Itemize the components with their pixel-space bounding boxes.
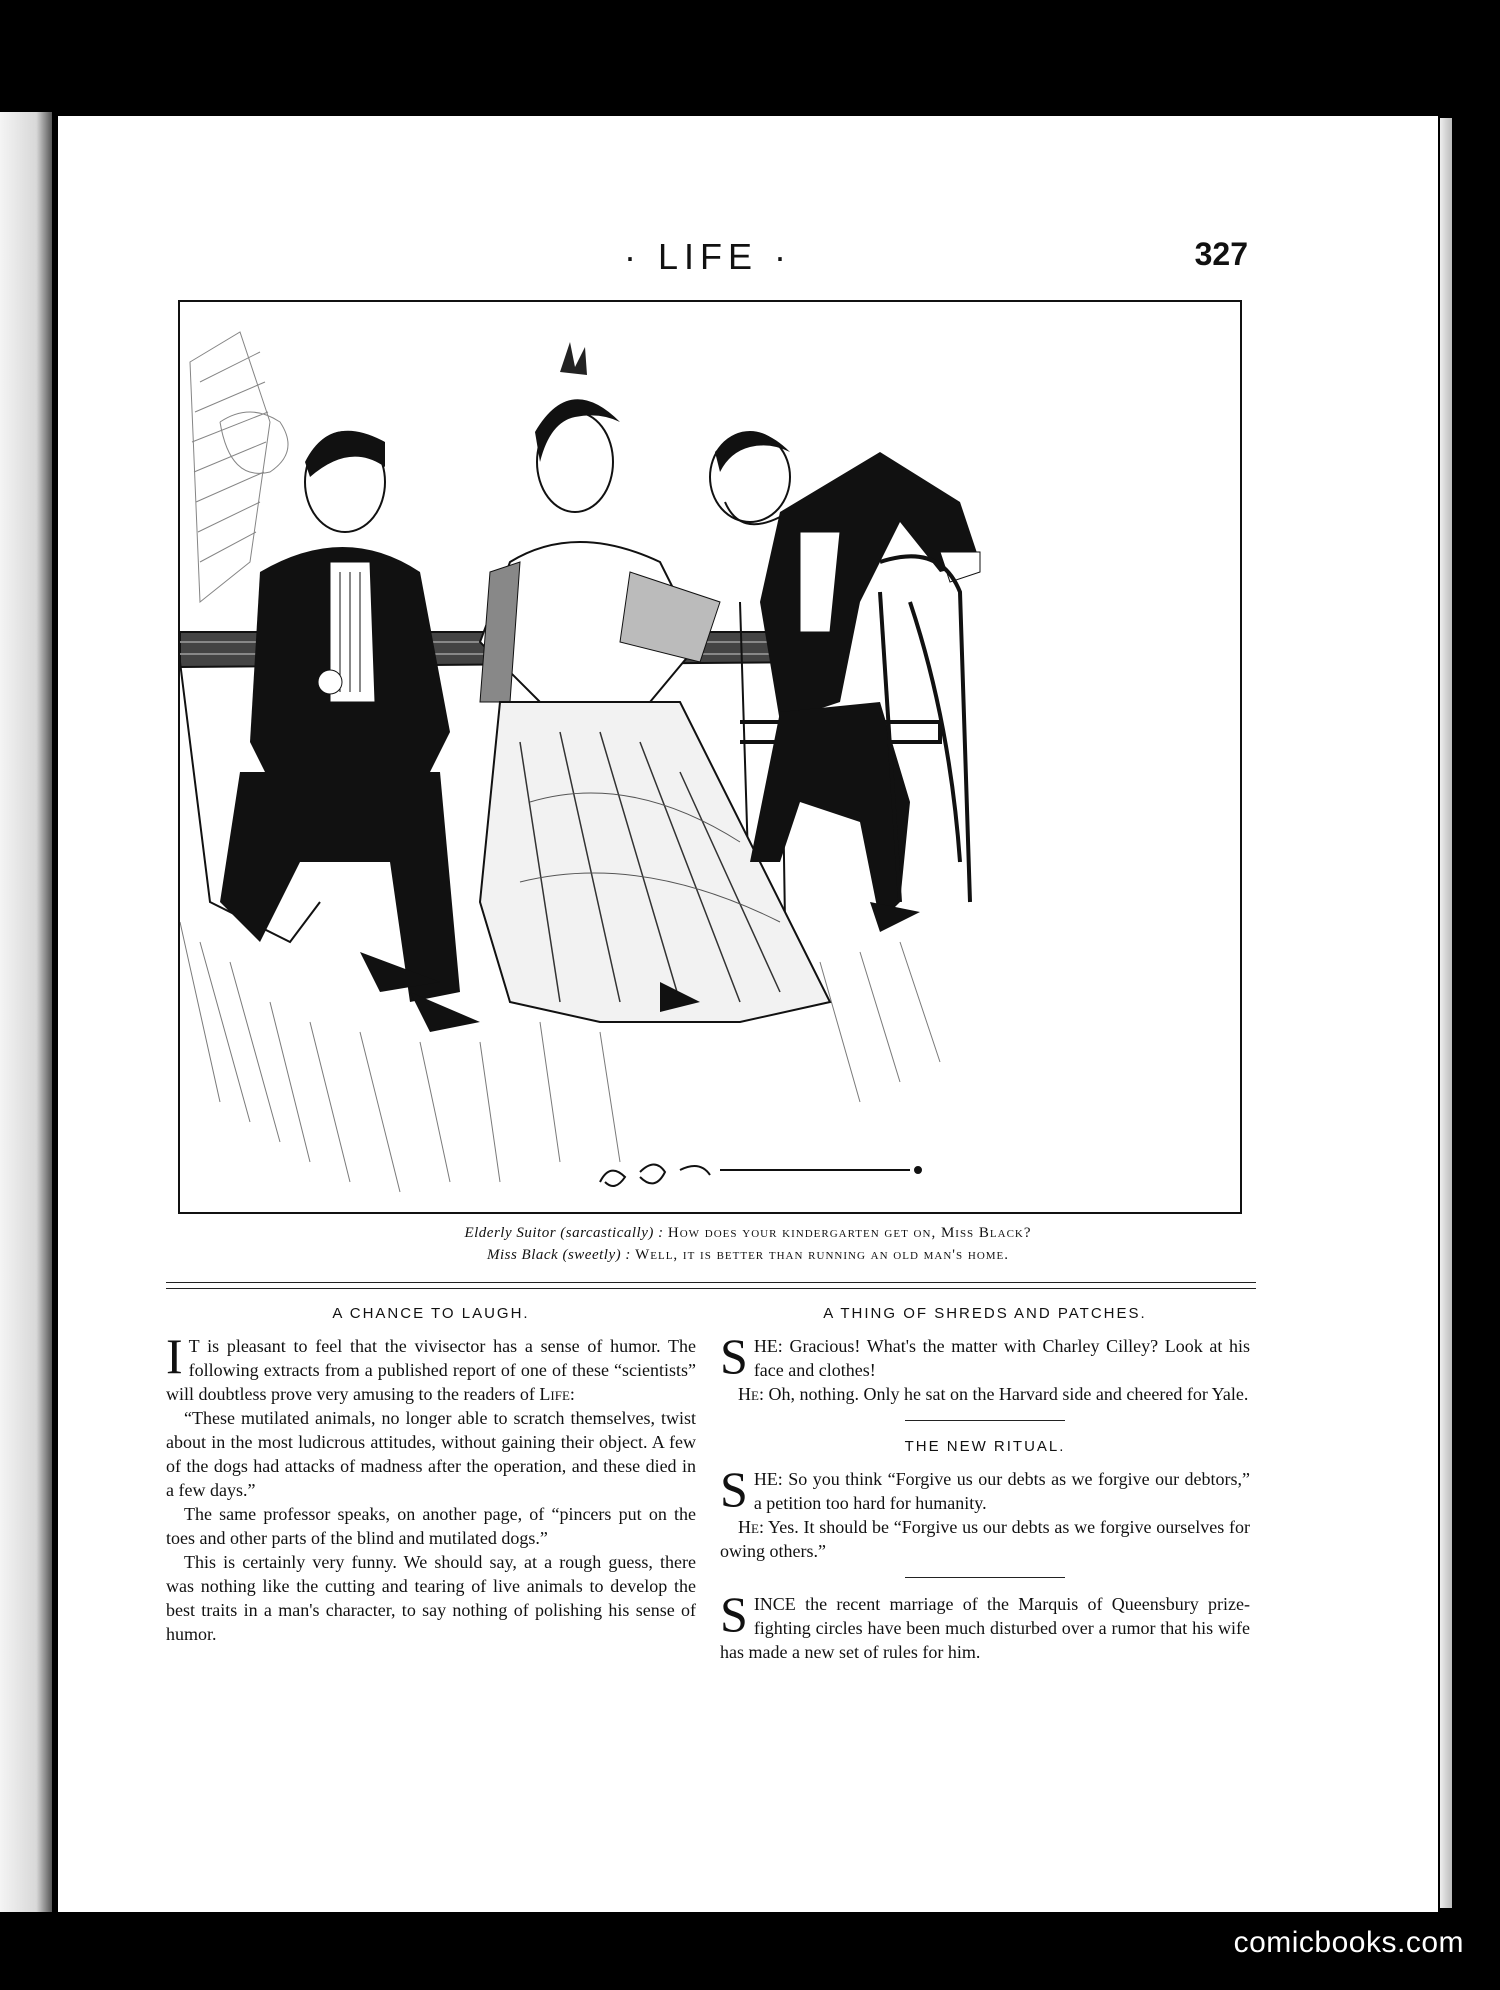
caption-line-1 (58, 1222, 1438, 1244)
speaker-label: HE: (753, 1469, 783, 1489)
page-stack-edge (1440, 118, 1452, 1908)
article-paragraph-1 (166, 1328, 696, 1406)
caption-speaker-1: Elderly Suitor (sarcastically) : (464, 1225, 664, 1241)
article-paragraph-3: The same professor speaks, on another page, of “pincers put on the toes and other parts of the blind and mutilated dogs.” (166, 1504, 696, 1548)
short-divider (905, 1420, 1065, 1421)
dialogue-he-2 (720, 1515, 1250, 1563)
article-paragraph-2: “These mutilated animals, no longer able to scratch themselves, twist about in the most ludicrous attitudes, without gaining their object. A few of the dogs had attacks of madness after the operation, and these died in a few days.” (166, 1408, 696, 1500)
dialogue-he-1 (720, 1382, 1250, 1406)
right-column (720, 1302, 1250, 1664)
dialogue-text: Oh, nothing. Only he sat on the Harvard side and cheered for Yale. (768, 1384, 1249, 1404)
page-header (58, 236, 1438, 296)
life-name: Life (539, 1384, 570, 1404)
dialogue-she-2 (720, 1461, 1250, 1517)
paragraph-text: INCE the recent marriage of the Marquis of Queensbury prize-fighting circles have been much disturbed over a rumor that his wife has made a new set of rules for him. (720, 1594, 1250, 1662)
article-heading-new-ritual: THE NEW RITUAL. (904, 1438, 1066, 1455)
caption-speaker-2: Miss Black (sweetly) : (486, 1247, 631, 1263)
dialogue-she-1 (720, 1328, 1250, 1384)
left-column (166, 1302, 696, 1646)
magazine-page (58, 116, 1438, 1912)
drop-cap: I (166, 1328, 183, 1384)
article-paragraph-4: This is certainly very funny. We should say, at a rough guess, there was nothing like the cutting and tearing of live animals to develop the best traits in a man's character, to say nothing of polishing his sense of humor. (166, 1552, 696, 1644)
caption-line-2 (58, 1244, 1438, 1266)
drop-cap: S (720, 1461, 748, 1517)
short-divider (905, 1577, 1065, 1578)
section-divider (166, 1282, 1256, 1289)
dialogue-text: Yes. It should be “Forgive us our debts as we forgive ourselves for owing others.” (720, 1517, 1250, 1561)
dialogue-text: So you think “Forgive us our debts as we forgive our debtors,” a petition too hard for humanity. (753, 1469, 1250, 1513)
illustration-caption (58, 1222, 1438, 1266)
caption-speech-1: How does your kindergarten get on, Miss Black? (667, 1225, 1032, 1241)
artist-signature (600, 1165, 921, 1187)
masthead-title: · LIFE · (623, 236, 792, 277)
site-watermark: comicbooks.com (1228, 1924, 1470, 1962)
background-hatching (190, 332, 288, 602)
facing-page-edge (0, 112, 52, 1912)
speaker-label: He: (738, 1384, 764, 1404)
dialogue-text: Gracious! What's the matter with Charley Cilley? Look at his face and clothes! (753, 1336, 1250, 1380)
young-man-figure (220, 431, 480, 1032)
article-heading-shreds-and-patches: A THING OF SHREDS AND PATCHES. (823, 1305, 1147, 1322)
speaker-label: He: (738, 1517, 764, 1537)
page-number: 327 (1194, 236, 1248, 272)
paragraph-text: T is pleasant to feel that the vivisector has a sense of humor. The following extracts from a published report of one of these “scientists” will doubtless prove very amusing to the readers of (166, 1336, 696, 1404)
article-heading-chance-to-laugh: A CHANCE TO LAUGH. (332, 1305, 530, 1322)
queensbury-paragraph (720, 1586, 1250, 1664)
colon: : (569, 1384, 575, 1404)
illustration-drawing (180, 302, 1240, 1212)
speaker-label: HE: (753, 1336, 783, 1356)
cartoon-illustration (178, 300, 1242, 1214)
drop-cap: S (720, 1586, 748, 1642)
caption-speech-2: Well, it is better than running an old man's home. (635, 1247, 1010, 1263)
drop-cap: S (720, 1328, 748, 1384)
